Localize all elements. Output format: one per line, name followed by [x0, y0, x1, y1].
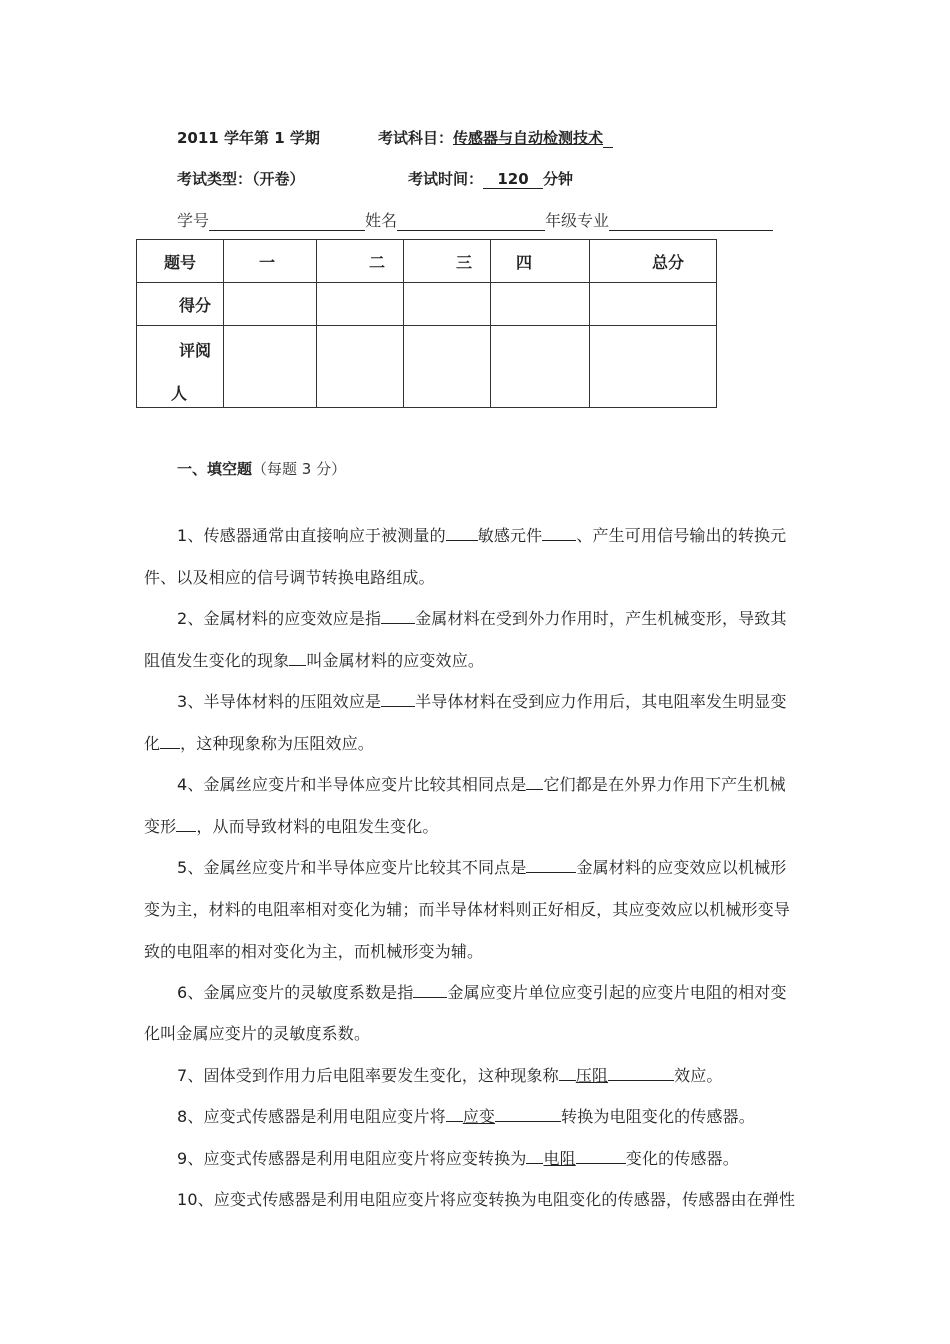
time-unit: 分钟 — [543, 170, 574, 188]
score-table — [136, 239, 717, 408]
question-2-line-1: 2、金属材料的应变效应是指 金属材料在受到外力作用时，产生机械变形，导致其 — [177, 609, 787, 628]
score-cell[interactable] — [224, 283, 317, 326]
reviewer-cell[interactable] — [404, 326, 491, 408]
section-note: （每题 3 分） — [252, 460, 347, 478]
question-3-line-1: 3、半导体材料的压阻效应是 半导体材料在受到应力作用后，其电阻率发生明显变 — [177, 692, 787, 711]
question-2-line-2: 阻值发生变化的现象 叫金属材料的应变效应。 — [144, 651, 485, 670]
question-5-line-3: 致的电阻率的相对变化为主，而机械形变为辅。 — [144, 942, 484, 961]
score-table-header-row — [137, 240, 717, 283]
student-name-field[interactable] — [397, 213, 545, 231]
exam-time — [408, 168, 573, 189]
question-9: 9、应变式传感器是利用电阻应变片将应变转换为 电阻 变化的传感器。 — [177, 1149, 739, 1168]
question-1-line-2: 件、以及相应的信号调节转换电路组成。 — [144, 568, 435, 587]
section-heading — [177, 458, 346, 479]
score-cell[interactable] — [317, 283, 404, 326]
time-label: 考试时间： — [408, 170, 484, 188]
question-4-line-1: 4、金属丝应变片和半导体应变片比较其相同点是 它们都是在外界力作用下产生机械 — [177, 775, 786, 794]
question-1-line-1: 1、传感器通常由直接响应于被测量的 敏感元件 、产生可用信号输出的转换元 — [177, 526, 787, 545]
subject-value: 传感器与自动检测技术 — [453, 129, 604, 147]
student-name-label: 姓名 — [365, 211, 398, 230]
score-table-header-cell: 一 — [224, 240, 317, 283]
subject-label: 考试科目： — [378, 129, 454, 147]
score-table-header-cell: 总分 — [590, 240, 717, 283]
exam-type: 考试类型：（开卷） — [177, 170, 305, 188]
score-table-header-cell: 二 — [317, 240, 404, 283]
question-6-line-1: 6、金属应变片的灵敏度系数是指 金属应变片单位应变引起的应变片电阻的相对变 — [177, 983, 787, 1002]
question-8: 8、应变式传感器是利用电阻应变片将 应变 转换为电阻变化的传感器。 — [177, 1107, 755, 1126]
reviewer-row-label: 评阅 人 — [137, 326, 224, 408]
question-3-line-2: 化 ，这种现象称为压阻效应。 — [144, 734, 374, 753]
reviewer-cell[interactable] — [590, 326, 717, 408]
student-id-field[interactable] — [209, 213, 365, 231]
student-id-label: 学号 — [177, 211, 210, 230]
exam-subject — [378, 127, 613, 148]
question-5-line-2: 变为主，材料的电阻率相对变化为辅；而半导体材料则正好相反，其应变效应以机械形变导 — [144, 900, 791, 919]
question-10-line-1: 10、应变式传感器是利用电阻应变片将应变转换为电阻变化的传感器，传感器由在弹性 — [177, 1190, 796, 1209]
score-row — [137, 283, 717, 326]
score-cell[interactable] — [404, 283, 491, 326]
grade-major-field[interactable] — [609, 213, 773, 231]
subject-underline — [603, 130, 613, 148]
student-info-line — [177, 208, 773, 231]
question-4-line-2: 变形 ，从而导致材料的电阻发生变化。 — [144, 817, 439, 836]
question-5-line-1: 5、金属丝应变片和半导体应变片比较其不同点是 金属材料的应变效应以机械形 — [177, 858, 787, 877]
reviewer-cell[interactable] — [224, 326, 317, 408]
reviewer-cell[interactable] — [491, 326, 590, 408]
score-row-label: 得分 — [137, 283, 224, 326]
score-cell[interactable] — [590, 283, 717, 326]
score-cell[interactable] — [491, 283, 590, 326]
reviewer-row — [137, 326, 717, 408]
score-table-header-cell: 四 — [491, 240, 590, 283]
grade-major-label: 年级专业 — [545, 211, 610, 230]
score-table-header-cell: 题号 — [137, 240, 224, 283]
question-7: 7、固体受到作用力后电阻率要发生变化，这种现象称 压阻 效应。 — [177, 1066, 723, 1085]
question-6-line-2: 化叫金属应变片的灵敏度系数。 — [144, 1024, 371, 1043]
exam-term: 2011 学年第 1 学期 — [177, 129, 320, 147]
score-table-header-cell: 三 — [404, 240, 491, 283]
section-title: 一、填空题 — [177, 460, 253, 478]
time-value: 120 — [483, 170, 543, 189]
reviewer-cell[interactable] — [317, 326, 404, 408]
